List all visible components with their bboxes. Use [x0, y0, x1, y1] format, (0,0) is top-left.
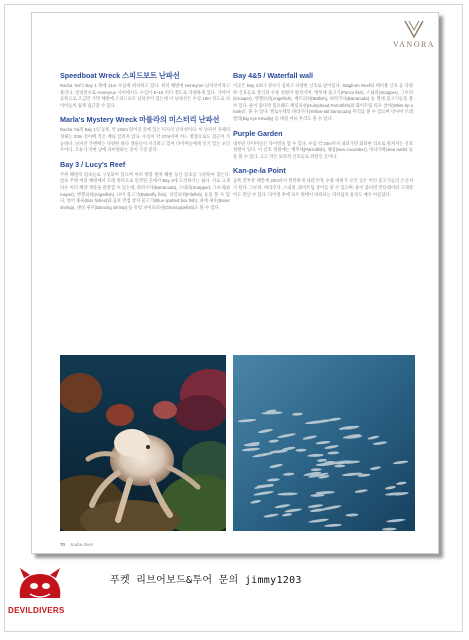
- section-body: Racha Yai의 Bay 1 쪽에 21m 수심에 위치하고 있다. 위의 해변에 Honeyrun 난파선이라고 불린다. 멀리전수로 Honeyrun 사이에서도 수심이 8~15 미터 정도로 다양하게 있다. 가까이 동쪽으로 조금만 가면 해변에 스피드보트 난파선이 있는데 이 난파선은 수심 18m 정도로 다이버들이 쉽게 접근할 수 있다.: [60, 83, 230, 108]
- right-column: [233, 71, 413, 204]
- devildivers-logo-icon: [10, 566, 70, 606]
- section-heading: Bay 4&5 / Waterfall wall: [233, 71, 314, 80]
- section-heading: Speedboat Wreck 스피드보트 난파선: [60, 71, 180, 80]
- section-body: Racha Yai의 Bay 1의 동쪽, 약 150m 떨어진 곳에 있는 미지의 난파선이다. 이 난파선 자체의 정체는 33m 길이에 작은 배로 알려져 있다. 수심이 약 27m이며 어느 방향으로도 접근이 가능하다. 난파선 주변에는 다양한 바다 생물들이 서식하고 있어 다이버들에게 인기 있는 포인트이다. 조류가 약한 날에 다이빙하는 것이 가장 좋다.: [60, 127, 230, 153]
- article-section: [233, 71, 413, 123]
- section-body: 이곳은 Bay 3보다 경사가 심하고 다양한 산호로 덮여있다. Staghorn Reef와 테이블 산호 등 다양한 산호들로 장식된 수중 정원이 펼쳐지며, 앵무새 물고기(Parrot fish), 스내퍼(Snapper), 그루퍼(Grouper), 엔젤피쉬(Angelfish), 배트피쉬(Batfish), 바라쿠다(Barracuda) 등 열대 물고기들을 볼 수 있다. 운이 좋다면 험프헤드 패럿피쉬(Humphead Parrotfish)와 화이트팁 리프 상어(White tip shark)도 볼 수 있다. 옐로우테일 바라쿠다(Yellow-tail barracuda) 무리를 볼 수 있으며 빅아이 트레발리(Big eye trevally) 등 대형 어류 무리도 볼 수 있다.: [233, 83, 413, 121]
- page-footer: [60, 542, 93, 547]
- page-number: 70: [60, 542, 66, 547]
- section-body: 주위 해변의 암초들로 구성되어 있으며 여러 방향 펼쳐 해변 동산 암초를 구분하여 찾는다. 암초 주변 여러 해변에서 모래 바닥으로 연결된 곳에서 Bay 3에 도착하기는 쉽다. 서로 크게 다른 여러 해양 생물을 관찰할 수 있는데, 바라쿠다(Barracuda), 스내퍼(Snapper), 그루퍼(Grouper), 엔젤피쉬(Angelfish), 나비 물고기(Butterfly fish), 파일피쉬(Filefish) 등을 볼 수 있다. 상어 종류(Box fishes)와 곰보 반점 상자 물고기(Blue spotted box fish), 피에 새우(Boxer shrimp), 댄싱 새우(Dancing shrimp) 등 유령 파이프피쉬(Ghost pipefish)도 볼 수 있다.: [60, 171, 230, 210]
- article-section: [60, 160, 230, 212]
- magazine-page: [31, 12, 439, 554]
- section-body: 동쪽 끝부분 해안에 20m까지 완만하게 내려가며, 수중 바위가 모인 곳은 어린 물고기들의 은신처가 된다. 그루퍼, 바라쿠다, 스내퍼, 화이트팁 상어를 볼 수 있으며, 운이 좋다면 만타레이와 고래상어도 만날 수 있다. 다이빙 후에 보트 위에서 바라보는 라차섬의 풍경도 매우 아름답다.: [233, 178, 413, 197]
- vanora-logo-text: VANORA: [392, 40, 436, 49]
- devildivers-logo: [10, 566, 70, 610]
- vanora-logo: [392, 19, 436, 49]
- barracuda-school-photo: [233, 355, 415, 531]
- article-section: [233, 166, 413, 198]
- left-column: [60, 71, 230, 217]
- vanora-logo-icon: [403, 19, 425, 39]
- magazine-name: scuba diver: [70, 542, 94, 547]
- section-heading: Kan-pe-la Point: [233, 166, 286, 176]
- article-section: [60, 71, 230, 109]
- article-section: [60, 115, 230, 153]
- devildivers-brand-name: DEVILDIVERS: [8, 606, 65, 615]
- section-body: 대부분 다이버들은 다이빙을 할 수 있다. 수심 약 20m까지 내려가면 화려한 리프로 펼쳐지는 산호 정원이 있다. 이 산호 정원에는 앵무새(Parrotfish), 해삼(Sea cucumber), 바다거북(Sea turtle) 등을 볼 수 있다. 크고 작은 보라색 산호들로 뒤덮인 곳이다.: [233, 140, 413, 159]
- section-heading: Bay 3 / Lucy's Reef: [60, 159, 126, 169]
- section-heading: Purple Garden: [233, 128, 283, 138]
- section-heading: Marla's Mystery Wreck 마를라의 미스터리 난파선: [60, 115, 220, 125]
- article-section: [233, 129, 413, 161]
- contact-caption: 푸켓 리브어보드&투어 문의 jimmy1203: [110, 575, 302, 586]
- octopus-photo: [60, 355, 226, 531]
